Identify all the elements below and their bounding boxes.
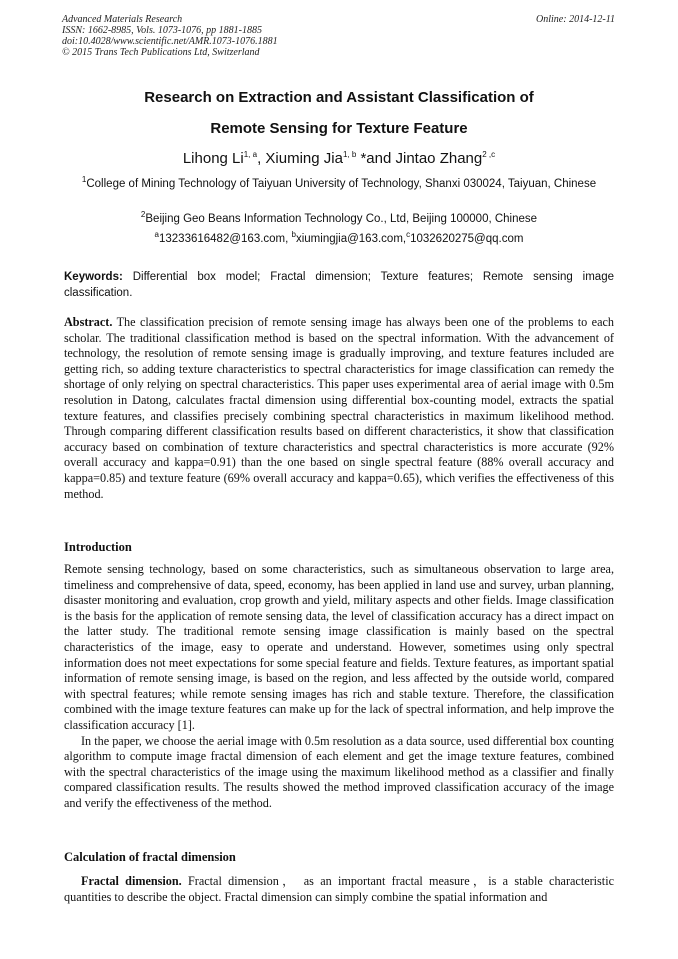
introduction-paragraph-2: In the paper, we choose the aerial image with 0.5m resolution as a data source, used differential box counting algorithm to compute image fractal dimension of each element and get the image texture features, combined with the spectral characteristics of the image using the maximum likelihood method as a classifier and finally compared classification results. The results showed the method improved classification accuracy of the image and verify the effectiveness of the method. bbox=[64, 733, 614, 810]
affiliation-marker: 2 bbox=[140, 210, 146, 220]
email-marker: b bbox=[291, 230, 296, 240]
doi-line: doi:10.4028/www.scientific.net/AMR.1073-1076.1881 bbox=[62, 36, 278, 47]
author-marker: 2 ,c bbox=[482, 150, 496, 159]
email-address: xiumingjia@163.com, bbox=[295, 233, 407, 245]
section-heading-introduction: Introduction bbox=[64, 540, 132, 554]
affiliation-text: Beijing Geo Beans Information Technology Co., Ltd, Beijing 100000, Chinese bbox=[145, 213, 538, 225]
fractal-paragraph bbox=[64, 874, 614, 905]
author-marker: 1, b bbox=[342, 150, 357, 159]
email-address: 13233616482@163.com, bbox=[159, 233, 292, 245]
introduction-body bbox=[64, 562, 614, 812]
copyright-line: © 2015 Trans Tech Publications Ltd, Switzerland bbox=[62, 47, 260, 58]
abstract-label: Abstract. bbox=[64, 315, 113, 329]
keywords bbox=[64, 269, 614, 301]
fractal-label: Fractal dimension. bbox=[81, 874, 182, 888]
journal-header bbox=[62, 14, 278, 58]
introduction-paragraph-1: Remote sensing technology, based on some characteristics, such as simultaneous observation to large area, timeliness and comprehensive of data, speed, economy, has been applied in land use and survey, urban planning, disaster monitoring and evaluation, crop growth and yield, military aspects and other fields. Image classification is the basis for the application of remote sensing data, the level of classification accuracy has a direct impact on the latter study. The traditional remote sensing image classification is mainly based on the spectral characteristics of the image, easy to operate and understand. However, sometimes using only spectral information does not meet expectations for some special feature and fields. Texture features, as important spatial information of remote sensing image, is based on the region, and less affected by the outside world, compared with spectral features; while remote sensing images has rich and stable texture. Therefore, the classification combined with the image texture features can make up for the lack of spectral information, and help improve the classification accuracy [1]. bbox=[64, 562, 614, 732]
abstract-text: The classification precision of remote sensing image has always been one of the problems to each scholar. The traditional classification method is based on the spectral information. With the advancement of technology, the resolution of remote sensing image is gradually improving, and texture features included are getting rich, so adding texture characteristics to spectral characteristics for image classification can remedy the shortage of only relying on spectral characteristics. This paper uses experimental area of aerial image with 0.5m resolution in Datong, calculates fractal dimension using differential box-counting model, extracts the spatial texture features, and classifies precisely combining spectral characteristics in maximum likelihood method. Through comparing different classification results based on different characteristics, it show that classification accuracy based on combination of texture characteristics and spectral characteristics is more accurate (92% overall accuracy and kappa=0.91) than the one based on single spectral feature (88% overall accuracy and kappa=0.85) and texture feature (69% overall accuracy and kappa=0.65), which verifies the effectiveness of this method. bbox=[64, 315, 614, 501]
affiliation-1 bbox=[70, 176, 608, 193]
fractal-body bbox=[64, 874, 614, 905]
author-list bbox=[0, 150, 678, 167]
author-emails bbox=[0, 230, 678, 245]
keywords-label: Keywords: bbox=[64, 271, 123, 283]
online-date: Online: 2014-12-11 bbox=[536, 14, 615, 25]
author-marker: 1, a bbox=[243, 150, 258, 159]
email-marker: c bbox=[406, 230, 411, 240]
email-marker: a bbox=[154, 230, 159, 240]
section-heading-fractal: Calculation of fractal dimension bbox=[64, 850, 236, 864]
affiliation-marker: 1 bbox=[81, 175, 87, 185]
issn-line: ISSN: 1662-8985, Vols. 1073-1076, pp 1881-1885 bbox=[62, 25, 262, 36]
journal-name: Advanced Materials Research bbox=[62, 14, 183, 25]
paper-title-line-2: Remote Sensing for Texture Feature bbox=[210, 120, 468, 137]
author-name: , Xiuming Jia bbox=[257, 150, 343, 167]
keywords-text: Differential box model; Fractal dimension; Texture features; Remote sensing image classification. bbox=[64, 271, 614, 299]
affiliation-2 bbox=[70, 211, 608, 228]
paper-title-line-1: Research on Extraction and Assistant Classification of bbox=[144, 89, 534, 106]
author-name: *and Jintao Zhang bbox=[356, 150, 483, 167]
fractal-text: Fractal dimension， as an important fractal measure，is a stable characteristic quantities to describe the object. Fractal dimension can simply combine the spatial information and bbox=[64, 874, 614, 904]
email-address: 1032620275@qq.com bbox=[410, 233, 524, 245]
author-name: Lihong Li bbox=[182, 150, 244, 167]
abstract-paragraph bbox=[64, 315, 614, 502]
affiliation-text: College of Mining Technology of Taiyuan University of Technology, Shanxi 030024, Taiyuan, Chinese bbox=[86, 178, 597, 190]
abstract bbox=[64, 315, 614, 502]
